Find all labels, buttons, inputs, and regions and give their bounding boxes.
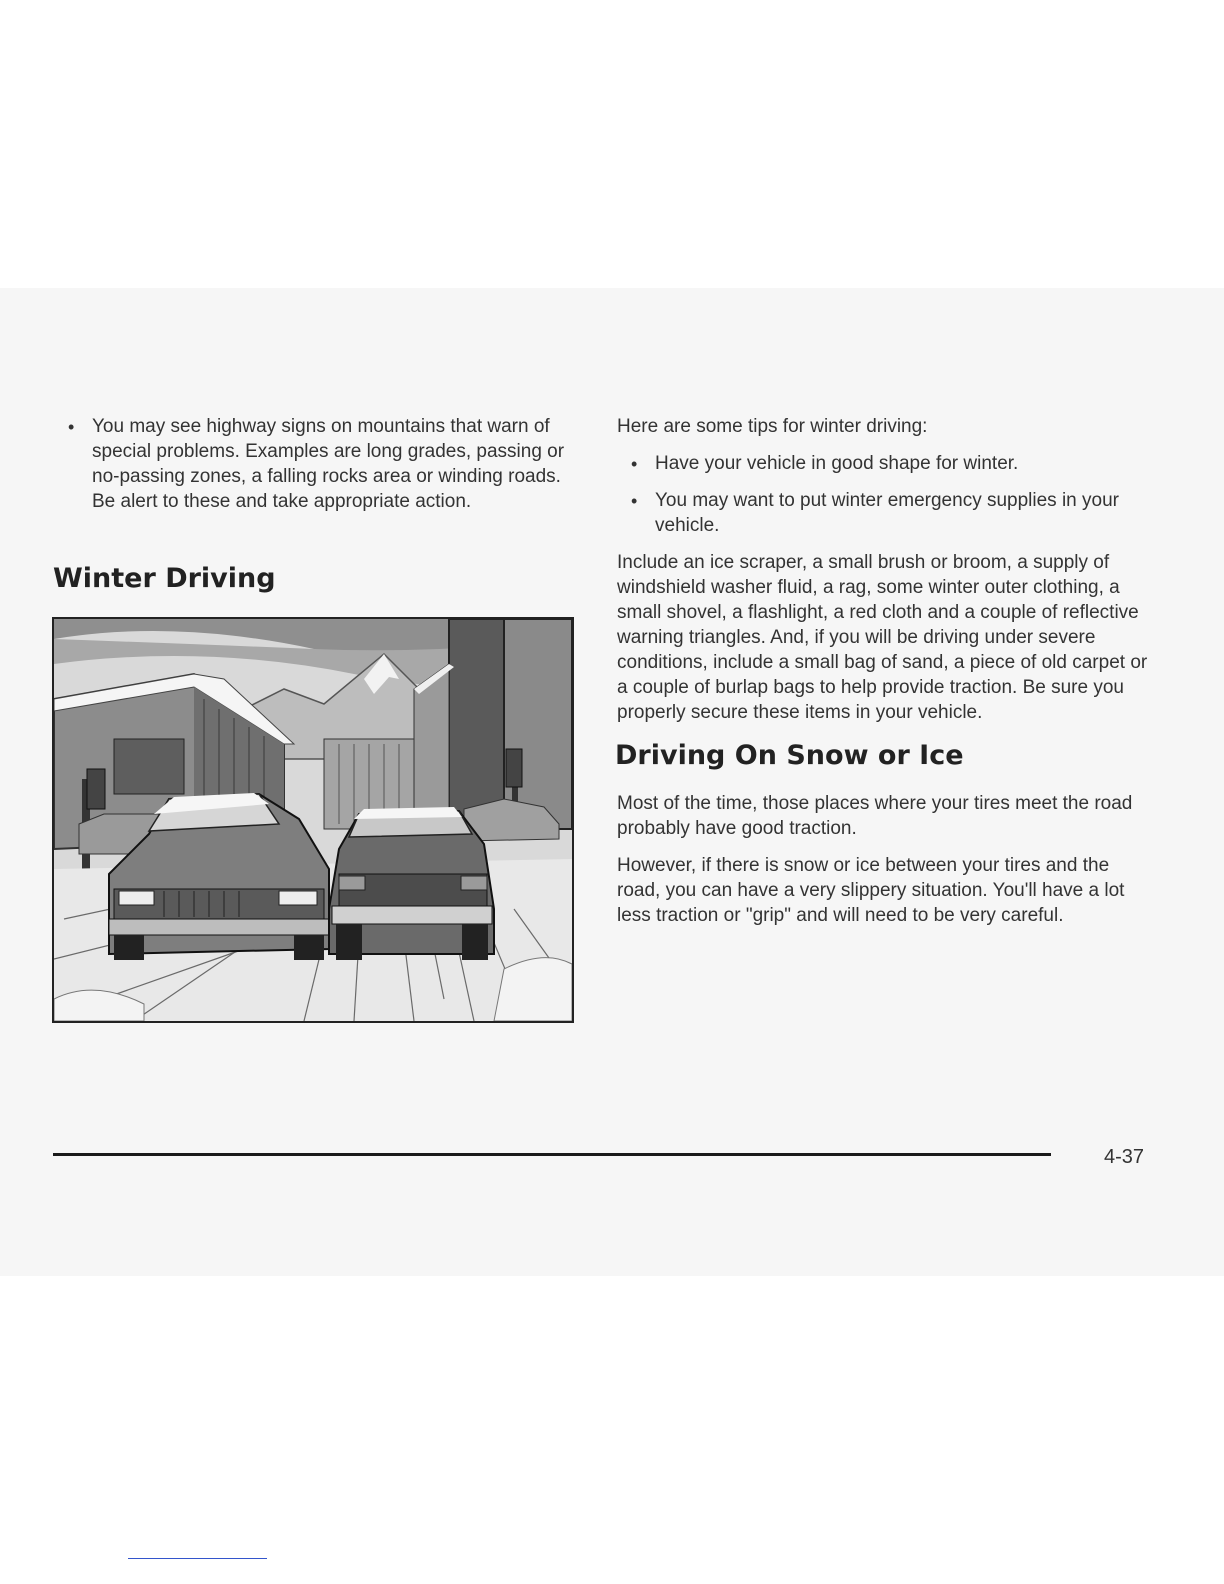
- traction-paragraph: Most of the time, those places where your tires meet the road probably have good traction.: [617, 793, 1133, 839]
- link-underline[interactable]: [128, 1558, 267, 1559]
- page-number: 4-37: [1104, 1146, 1145, 1168]
- section-heading-winter-driving: Winter Driving: [53, 563, 276, 594]
- section-heading-snow-ice: Driving On Snow or Ice: [615, 740, 964, 771]
- winter-street-drawing: [54, 619, 572, 1021]
- slippery-paragraph: However, if there is snow or ice between your tires and the road, you can have a very slippery situation. You'll have a lot less traction or "grip" and will need to be very careful.: [617, 855, 1125, 926]
- bullet-icon: •: [631, 454, 638, 474]
- right-column: [617, 414, 1157, 940]
- bullet-icon: •: [631, 491, 638, 511]
- winter-street-illustration: [52, 617, 574, 1023]
- tip-text: You may want to put winter emergency supplies in your vehicle.: [655, 490, 1119, 536]
- tip-text: Have your vehicle in good shape for winter.: [655, 453, 1019, 474]
- bullet-icon: •: [68, 417, 75, 437]
- list-item: [617, 488, 1157, 538]
- left-column: [55, 414, 583, 526]
- tips-intro: Here are some tips for winter driving:: [617, 416, 928, 437]
- list-item: [617, 451, 1157, 476]
- list-item: [55, 414, 583, 514]
- highway-signs-text: You may see highway signs on mountains that warn of special problems. Examples are long grades, passing or no-passing zones, a falling rocks area or winding roads. Be alert to these and take appropriate action.: [92, 416, 565, 512]
- footer-divider: [53, 1153, 1051, 1156]
- supplies-paragraph: Include an ice scraper, a small brush or broom, a supply of windshield washer fluid, a rag, some winter outer clothing, a small shovel, a flashlight, a red cloth and a couple of reflective warning triangles. And, if you will be driving under severe conditions, include a small bag of sand, a piece of old carpet or a couple of burlap bags to help provide traction. Be sure you properly secure these items in your vehicle.: [617, 552, 1148, 723]
